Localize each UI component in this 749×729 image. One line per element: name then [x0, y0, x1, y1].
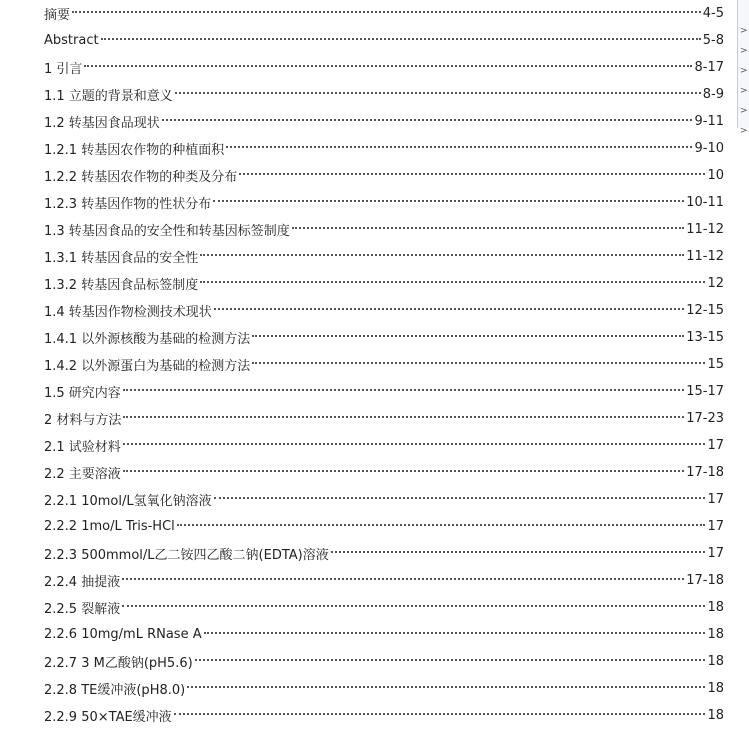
toc-entry[interactable] — [44, 27, 724, 54]
toc-entry[interactable] — [44, 162, 724, 189]
scroll-arrow-icon[interactable]: > — [740, 26, 748, 36]
dot-leader — [200, 254, 684, 256]
dot-leader — [292, 227, 684, 229]
toc-entry-page: 10 — [707, 168, 724, 183]
scroll-arrow-icon[interactable]: > — [740, 106, 748, 116]
toc-entry-page: 11-12 — [686, 249, 724, 264]
dot-leader — [122, 578, 684, 580]
toc-entry-page: 17 — [707, 519, 724, 534]
toc-entry[interactable] — [44, 432, 724, 459]
scroll-arrow-icon[interactable]: > — [740, 126, 748, 136]
toc-entry-page: 12-15 — [686, 303, 724, 318]
toc-entry-title: 2.2.1 10mol/L氢氧化钠溶液 — [44, 494, 212, 509]
toc-entry-page: 17 — [707, 438, 724, 453]
dot-leader — [123, 416, 684, 418]
toc-entry-page: 15 — [707, 357, 724, 372]
toc-entry-page: 17-18 — [686, 573, 724, 588]
dot-leader — [123, 470, 684, 472]
toc-entry-page: 10-11 — [686, 195, 724, 210]
toc-entry-title: 1.4.1 以外源核酸为基础的检测方法 — [44, 332, 251, 347]
dot-leader — [252, 362, 705, 364]
dot-leader — [72, 11, 701, 13]
toc-entry-title: Abstract — [44, 33, 99, 48]
toc-entry-title: 2.2.8 TE缓冲液(pH8.0) — [44, 683, 186, 698]
toc-entry-page: 13-15 — [686, 330, 724, 345]
toc-entry-title: 1.2 转基因食品现状 — [44, 116, 160, 131]
scroll-arrow-icon[interactable]: > — [740, 86, 748, 96]
toc-entry[interactable] — [44, 54, 724, 81]
toc-entry-title: 1.1 立题的背景和意义 — [44, 89, 173, 104]
toc-entry-page: 18 — [707, 654, 724, 669]
toc-entry[interactable] — [44, 0, 724, 27]
toc-entry-page: 17 — [707, 546, 724, 561]
toc-entry-page: 8-9 — [702, 87, 724, 102]
toc-entry-page: 9-10 — [694, 141, 724, 156]
dot-leader — [84, 65, 692, 67]
toc-entry-page: 12 — [707, 276, 724, 291]
scroll-arrow-icon[interactable]: > — [740, 66, 748, 76]
toc-entry-page: 17 — [707, 492, 724, 507]
toc-entry-title: 1.2.2 转基因农作物的种类及分布 — [44, 170, 238, 185]
dot-leader — [200, 281, 705, 283]
toc-entry[interactable] — [44, 675, 724, 702]
scrollbar[interactable] — [737, 0, 749, 136]
toc-entry-page: 18 — [707, 708, 724, 723]
toc-entry-page: 18 — [707, 600, 724, 615]
dot-leader — [123, 389, 684, 391]
toc-entry-page: 11-12 — [686, 222, 724, 237]
toc-entry[interactable] — [44, 135, 724, 162]
dot-leader — [214, 308, 684, 310]
scroll-arrow-icon[interactable]: > — [740, 46, 748, 56]
toc-entry-title: 1.2.1 转基因农作物的种植面积 — [44, 143, 225, 158]
dot-leader — [204, 632, 706, 634]
toc-entry-page: 5-8 — [702, 33, 724, 48]
dot-leader — [252, 335, 684, 337]
dot-leader — [101, 38, 701, 40]
toc-entry[interactable] — [44, 189, 724, 216]
dot-leader — [174, 713, 706, 715]
dot-leader — [195, 659, 706, 661]
toc-entry[interactable] — [44, 324, 724, 351]
toc-entry[interactable] — [44, 216, 724, 243]
dot-leader — [331, 551, 706, 553]
toc-entry[interactable] — [44, 351, 724, 378]
toc-entry[interactable] — [44, 594, 724, 621]
toc-entry-title: 摘要 — [44, 8, 71, 23]
toc-entry-title: 1.2.3 转基因作物的性状分布 — [44, 197, 212, 212]
dot-leader — [214, 497, 706, 499]
toc-entry-page: 8-17 — [694, 60, 724, 75]
toc-entry-title: 1.3.1 转基因食品的安全性 — [44, 251, 199, 266]
dot-leader — [213, 200, 684, 202]
toc-entry-title: 2.2.9 50×TAE缓冲液 — [44, 710, 172, 725]
toc-entry[interactable] — [44, 243, 724, 270]
dot-leader — [122, 605, 705, 607]
toc-entry-page: 4-5 — [702, 6, 724, 21]
toc-entry-title: 2 材料与方法 — [44, 413, 122, 428]
toc-entry[interactable] — [44, 459, 724, 486]
toc-entry[interactable] — [44, 702, 724, 729]
toc-entry[interactable] — [44, 378, 724, 405]
toc-entry-title: 2.2.5 裂解液 — [44, 602, 121, 617]
toc-entry[interactable] — [44, 405, 724, 432]
toc-entry-title: 1.5 研究内容 — [44, 386, 121, 401]
dot-leader — [175, 92, 701, 94]
toc-entry-page: 15-17 — [686, 384, 724, 399]
dot-leader — [123, 443, 706, 445]
toc-entry-title: 2.2.3 500mmol/L乙二铵四乙酸二钠(EDTA)溶液 — [44, 548, 329, 563]
toc-entry-page: 9-11 — [694, 114, 724, 129]
toc-entry-page: 17-23 — [686, 411, 724, 426]
dot-leader — [177, 524, 706, 526]
toc-entry[interactable] — [44, 297, 724, 324]
toc-entry-title: 1.3 转基因食品的安全性和转基因标签制度 — [44, 224, 290, 239]
toc-entry-title: 2.2.2 1mo/L Tris-HCl — [44, 519, 175, 534]
toc-entry-title: 2.2 主要溶液 — [44, 467, 121, 482]
toc-entry-title: 2.1 试验材料 — [44, 440, 121, 455]
toc-entry[interactable] — [44, 270, 724, 297]
toc-entry-title: 2.2.6 10mg/mL RNase A — [44, 627, 202, 642]
toc-entry-title: 2.2.4 抽提液 — [44, 575, 121, 590]
dot-leader — [226, 146, 692, 148]
toc-entry-title: 2.2.7 3 M乙酸钠(pH5.6) — [44, 656, 193, 671]
toc-entry[interactable] — [44, 486, 724, 513]
toc-entry[interactable] — [44, 513, 724, 540]
toc-entry[interactable] — [44, 648, 724, 675]
toc-entry-title: 1.3.2 转基因食品标签制度 — [44, 278, 199, 293]
toc-entry-page: 17-18 — [686, 465, 724, 480]
table-of-contents — [44, 0, 724, 729]
toc-entry-page: 18 — [707, 627, 724, 642]
toc-entry[interactable] — [44, 81, 724, 108]
toc-entry[interactable] — [44, 540, 724, 567]
toc-entry[interactable] — [44, 567, 724, 594]
toc-entry-title: 1.4.2 以外源蛋白为基础的检测方法 — [44, 359, 251, 374]
toc-entry-title: 1.4 转基因作物检测技术现状 — [44, 305, 212, 320]
dot-leader — [187, 686, 705, 688]
toc-entry[interactable] — [44, 108, 724, 135]
dot-leader — [162, 119, 693, 121]
dot-leader — [239, 173, 705, 175]
toc-entry[interactable] — [44, 621, 724, 648]
toc-entry-title: 1 引言 — [44, 62, 83, 77]
toc-entry-page: 18 — [707, 681, 724, 696]
